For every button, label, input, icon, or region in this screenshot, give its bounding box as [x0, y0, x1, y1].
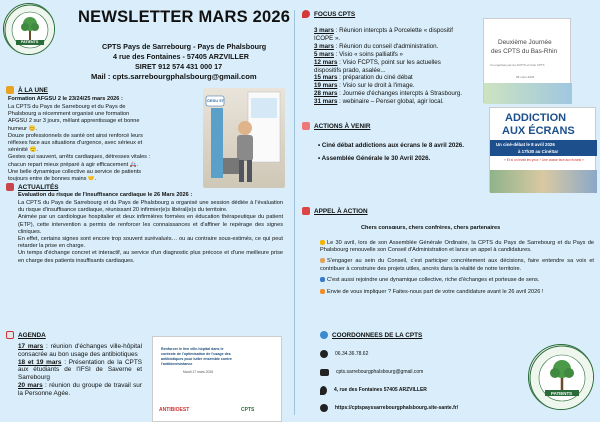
- contact-email[interactable]: [320, 365, 500, 379]
- sparkle-icon: [320, 289, 325, 294]
- star-icon: [320, 240, 325, 245]
- appel-sub: Chers consœurs, chers confrères, chers partenaires: [361, 225, 501, 231]
- agenda-date: 20 mars: [18, 381, 43, 389]
- web-text: https://cptspayssarrebourgphalsbourg.site-sante.fr/: [335, 405, 459, 411]
- flyer-title-1: Deuxième Journée: [498, 39, 552, 46]
- phone-icon: [320, 350, 328, 358]
- globe-icon: [320, 331, 328, 339]
- focus-header-label: FOCUS CPTS: [314, 10, 356, 18]
- appel-para: [320, 240, 594, 254]
- newsletter-title: NEWSLETTER MARS 2026: [78, 8, 291, 26]
- appel-text: Le 30 avril, lors de son Assemblée Générale Ordinaire, la CPTS du Pays de Sarrebourg et du Pays de Phalsbourg renouvelle son Conseil d'Administration et lance un appel à candidatures.: [320, 240, 594, 254]
- actu-sub: Evaluation du risque de l'insuffisance cardiaque le 26 Mars 2026 :: [18, 192, 193, 198]
- une-header-label: À LA UNE: [18, 86, 48, 94]
- flyer-subtitle: Co-organisée par les 4CPTS et l'inter CPTS: [490, 63, 545, 67]
- focus-date: 31 mars: [314, 98, 338, 106]
- agenda-text: : réunion du groupe de travail sur la Personne Agée.: [18, 381, 142, 397]
- focus-date: 15 mars: [314, 74, 338, 82]
- flyer-cpts-logo: CPTS: [241, 407, 255, 413]
- poster-title-2: AUX ÉCRANS: [502, 125, 575, 137]
- focus-date: 5 mars: [314, 50, 334, 58]
- org-line2: 4 rue des Fontaines - 57405 ARZVILLER: [113, 52, 249, 61]
- coords-header: [320, 331, 422, 339]
- focus-date: 3 mars: [314, 27, 334, 34]
- focus-date: 3 mars: [314, 42, 334, 50]
- pin-icon: [302, 10, 310, 18]
- une-body: [8, 104, 208, 183]
- handshake-icon: [320, 258, 325, 263]
- action-text: Assemblée Générale le 30 Avril 2026.: [321, 155, 431, 162]
- cpts-logo-bottom: [528, 344, 594, 410]
- email-text: cpts.sarrebourgphalsbourg@gmail.com: [336, 369, 424, 375]
- mail-icon: [320, 369, 329, 376]
- focus-text: : Visio FCPTS, point sur les actuelles dispositifs prado, asalée...: [314, 58, 441, 74]
- appel-header: [302, 207, 368, 215]
- flyer-wave: [484, 83, 572, 104]
- appel-para: [320, 277, 594, 284]
- agenda-item: [18, 359, 142, 382]
- focus-item: [314, 51, 466, 59]
- flyer-line: contexte de l'optimisation de l'usage des: [161, 352, 231, 356]
- org-line3: SIRET 912 574 431 000 17: [135, 62, 223, 71]
- news-icon: [6, 183, 14, 191]
- web-icon: [320, 404, 328, 412]
- focus-text: : Réunion intercpts à Porcelette « dispositif ICOPE ».: [314, 27, 453, 42]
- focus-item: [314, 43, 466, 51]
- focus-list: [314, 27, 466, 106]
- focus-item: [314, 90, 466, 98]
- poster-photo: [490, 170, 597, 193]
- antibio-flyer: [152, 336, 282, 422]
- coords-header-label: COORDONNEES DE LA CPTS: [332, 331, 423, 339]
- contact-address: [320, 383, 500, 397]
- flyer-date: Mardi 17 mars 2026: [183, 370, 214, 374]
- actu-para: Animée par un cardiologue hospitalier et deux infirmières formées en éducation thérapeutique du patient (ETP), cette intervention a permis de renforcer les connaissances et d'affiner le repérage des signes cliniques.: [18, 214, 283, 235]
- action-text: Ciné débat addictions aux écrans le 8 avril 2026.: [321, 142, 464, 149]
- org-line4[interactable]: Mail : cpts.sarrebourgphalsbourg@gmail.com: [91, 72, 257, 81]
- une-header: [6, 86, 48, 94]
- une-line: La CPTS du Pays de Sarrebourg et du Pays de: [8, 104, 126, 110]
- appel-text: S'engager au sein du Conseil, c'est participer concrètement aux décisions, faire entendre sa voix et contribuer à construire des projets utiles, ancrés dans la réalité de notre territoire.: [320, 258, 594, 272]
- rocket-icon: [302, 122, 310, 130]
- agenda-item: [18, 382, 142, 398]
- contact-phone[interactable]: [320, 347, 500, 361]
- contact-list: [320, 345, 500, 415]
- photo-sign: CESU 57: [207, 98, 224, 103]
- address-text: 4, rue des Fontaines 57405 ARZVILLER: [334, 387, 427, 393]
- actu-header: [6, 183, 58, 191]
- org-line1: CPTS Pays de Sarrebourg - Pays de Phalsbourg: [102, 42, 267, 51]
- une-sub: Formation AFGSU 2 le 23/24/25 mars 2026 :: [8, 96, 123, 102]
- logo-band: PATIENTS: [21, 40, 39, 44]
- appel-text: C'est aussi rejoindre une dynamique collective, riche d'échanges et porteuse de sens.: [327, 276, 540, 283]
- poster-title-1: ADDICTION: [505, 112, 567, 124]
- logo-band: PATIENTS: [551, 391, 573, 396]
- focus-text: : webinaire – Penser global, agir local.: [337, 98, 444, 106]
- focus-item: [314, 27, 466, 43]
- focus-header: [302, 10, 355, 18]
- focus-text: : Réunion du conseil d'administration.: [333, 42, 439, 50]
- focus-text: : Visio « soins palliatifs »: [333, 50, 403, 58]
- actions-header: [302, 122, 370, 130]
- focus-item: [314, 98, 466, 106]
- focus-text: : préparation du ciné débat: [337, 74, 413, 82]
- actu-para: La CPTS du Pays de Sarrebourg et du Pays de Phalsbourg a organisé une session dédiée à l'évaluation du risque d'insuffisance cardiaque, réunissant 20 infirmier(e)s libéral(e)s du territoire.: [18, 200, 283, 214]
- flyer-date: 28 mars 2026: [516, 75, 535, 79]
- appel-text: Envie de vous impliquer ? Faites-nous part de votre candidature avant le 26 avril 2026 !: [327, 289, 544, 296]
- agenda-header-label: AGENDA: [18, 331, 46, 339]
- flyer-line: l'antibiorésistance: [161, 362, 193, 366]
- flyer-line: Renforcer le lien ville-hôpital dans le: [161, 347, 224, 351]
- appel-body: [320, 240, 594, 296]
- appel-para: [320, 258, 594, 272]
- flyer-line: antibiotiques pour lutter ensemble contre: [161, 357, 232, 361]
- agenda-list: [18, 343, 142, 398]
- addiction-poster: [489, 107, 596, 192]
- focus-date: 19 mars: [314, 82, 338, 90]
- column-divider: [294, 10, 295, 415]
- agenda-date: 18 et 19 mars: [18, 358, 62, 366]
- action-item: • Assemblée Générale le 30 Avril 2026.: [318, 155, 431, 162]
- une-line: chacun repart mieux préparé à agir efficacement 🚑.: [8, 161, 139, 168]
- flyer-title-2: des CPTS du Bas-Rhin: [491, 48, 558, 55]
- une-line: AFGSU 2 sur 3 jours, mêlant apprentissage et bonne: [8, 118, 140, 125]
- appel-para: [320, 289, 594, 296]
- poster-line-1: Un ciné-débat le 8 avril 2026: [496, 142, 555, 147]
- actu-header-label: ACTUALITÉS: [18, 183, 59, 191]
- une-line: toujours entre de bonnes mains 🤝.: [8, 176, 97, 183]
- training-photo: [203, 88, 285, 188]
- agenda-date: 17 mars: [18, 343, 44, 350]
- location-icon: [320, 386, 327, 395]
- actions-list: [318, 142, 468, 163]
- loudspeaker-icon: [302, 207, 310, 215]
- agenda-header: [6, 331, 46, 339]
- actu-para: En effet, certains signes sont encore trop souvent surévalués… ou au contraire sous-estimés, ce qui peut retarder la prise en charge.: [18, 236, 283, 250]
- journee-flyer: [483, 18, 571, 103]
- action-item: • Ciné débat addictions aux écrans le 8 avril 2026.: [318, 142, 464, 149]
- focus-date: 28 mars: [314, 90, 338, 98]
- agenda-text: : Présentation de la CPTS aux étudiants de l'IFSI de Saverne et Sarrebourg: [18, 358, 142, 382]
- une-line: humeur 😊.: [8, 125, 38, 132]
- focus-text: : Journée d'échanges intercpts à Strasbourg.: [337, 90, 463, 98]
- poster-tagline: « Et si on levait les yeux ? Une classe face aux écrans »: [504, 158, 584, 162]
- phone-text: 06.34.36.78.62: [335, 351, 369, 357]
- une-line: Douze professionnels de santé ont ainsi renforcé leurs: [8, 132, 143, 139]
- agenda-text: : réunion d'échanges ville-hôpital consacrée au bon usage des antibiotiques: [18, 343, 142, 358]
- une-line: sérénité 🙂.: [8, 147, 38, 154]
- contact-web[interactable]: [320, 401, 500, 415]
- actions-header-label: ACTIONS À VENIR: [314, 122, 371, 130]
- une-line: réflexes face aux situations d'urgence, avec sérieux et: [8, 140, 143, 147]
- megaphone-icon: [6, 86, 14, 94]
- une-line: Une belle dynamique collective au service de patients: [8, 168, 142, 175]
- appel-header-label: APPEL À ACTION: [314, 207, 368, 215]
- antibioest-logo: ANTIBIOEST: [159, 407, 190, 413]
- poster-line-2: à 17h30 au CinéSar: [518, 149, 559, 154]
- une-line: Gestes qui sauvent, arrêts cardiaques, détresses vitales :: [8, 154, 151, 161]
- focus-date: 12 mars: [314, 58, 338, 66]
- agenda-item: [18, 343, 142, 359]
- calendar-icon: [6, 331, 14, 339]
- focus-text: : Visio sur le droit à l'image.: [337, 82, 415, 90]
- focus-item: [314, 74, 466, 82]
- people-icon: [320, 277, 325, 282]
- une-line: Phalsbourg a récemment organisé une formation: [8, 111, 130, 118]
- focus-item: [314, 82, 466, 90]
- cpts-logo-top: [3, 3, 55, 55]
- actu-para: Un temps d'échange concret et interactif, au service d'un diagnostic plus précoce et d'une meilleure prise en charge des patients insuffisants cardiaques.: [18, 250, 283, 264]
- focus-item: [314, 59, 466, 75]
- actu-body: [18, 200, 283, 265]
